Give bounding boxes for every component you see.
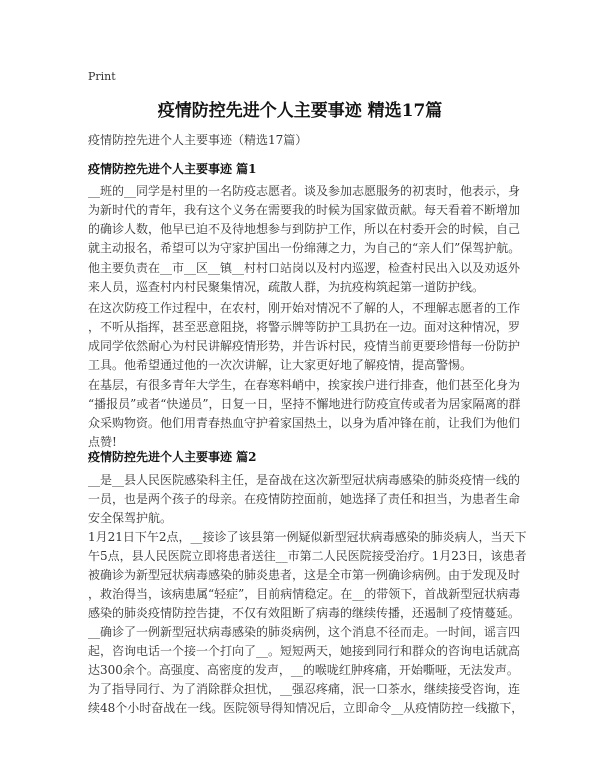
text-line: 1月21日下午2点，__接诊了该县第一例疑似新型冠状病毒感染的肺炎病人，当天下: [88, 530, 527, 544]
text-line: __确诊了一例新型冠状病毒感染的肺炎病例，这个消息不径而走。一时间，谣言四: [88, 625, 521, 639]
text-line: 感染的肺炎疫情防控告捷，不仅有效阻断了病毒的继续传播，还遏制了疫情蔓延。: [88, 606, 521, 620]
text-line: “播报员”或者“快递员”，日复一日，坚持不懈地进行防疫宣传或者为居家隔离的群: [88, 397, 521, 411]
text-line: 续48个小时奋战在一线。医院领导得知情况后，立即命令__从疫情防控一线撤下，: [88, 701, 524, 715]
paragraph: [88, 376, 521, 452]
text-line: 为新时代的青年，我有这个义务在需要我的时候为国家做贡献。每天看着不断增加: [88, 203, 521, 217]
section-heading: 疫情防控先进个人主要事迹 篇2: [88, 450, 257, 464]
text-line: 就主动报名，希望可以为守家护国出一份绵薄之力，为自己的“亲人们”保驾护航。: [88, 241, 521, 255]
text-line: 他主要负责在__市__区__镇__村村口站岗以及村内巡逻，检查村民出入以及劝返外: [88, 261, 521, 275]
text-line: 成同学依然耐心为村民讲解疫情形势，并告诉村民，疫情当前更要珍惜每一份防护: [88, 339, 521, 353]
text-line: 的确诊人数，他早已迫不及待地想参与到防护工作，所以在村委开会的时候，自己: [88, 222, 521, 236]
paragraph: [88, 471, 521, 528]
text-line: 为了指导同行、为了消除群众担忧，__强忍疼痛，泯一口茶水，继续接受咨询，连: [88, 682, 521, 696]
text-line: 被确诊为新型冠状病毒感染的肺炎患者，这是全市第一例确诊病例。由于发现及时: [88, 568, 521, 582]
print-link[interactable]: Print: [88, 70, 116, 83]
section-heading: 疫情防控先进个人主要事迹 篇1: [88, 162, 257, 176]
text-line: 一员，也是两个孩子的母亲。在疫情防控面前，她选择了责任和担当，为患者生命: [88, 492, 521, 506]
paragraph: [88, 182, 521, 258]
text-line: ，救治得当，该病患属“轻症”，目前病情稳定。在__的带领下，首战新型冠状病毒: [88, 587, 521, 601]
paragraph: [88, 299, 521, 375]
text-line: 安全保驾护航。: [88, 511, 173, 525]
document-subtitle: 疫情防控先进个人主要事迹（精选17篇）: [88, 133, 308, 147]
text-line: 工具。他希望通过他的一次次讲解，让大家更好地了解疫情，提高警惕。: [88, 358, 473, 372]
paragraph: [88, 528, 527, 623]
text-line: 来人员，巡查村内村民聚集情况，疏散人群，为抗疫构筑起第一道防护线。: [88, 280, 485, 294]
document-title: 疫情防控先进个人主要事迹 精选17篇: [157, 101, 443, 121]
text-line: 在基层，有很多青年大学生，在春寒料峭中，挨家挨户进行排查，他们甚至化身为: [88, 378, 521, 392]
paragraph: [88, 623, 524, 718]
text-line: __班的__同学是村里的一名防疫志愿者。谈及参加志愿服务的初衷时，他表示，身: [88, 184, 521, 198]
text-line: 众采购物资。他们用青春热血守护着家国热土，以身为盾冲锋在前，让我们为他们: [88, 416, 521, 430]
text-line: 午5点，县人民医院立即将患者送往__市第二人民医院接受治疗。1月23日，该患者: [88, 549, 527, 563]
text-line: 点赞!: [88, 435, 117, 449]
text-line: 达300余个。高强度、高密度的发声，__的喉咙红肿疼痛，开始嘶哑，无法发声。: [88, 663, 519, 677]
text-line: 在这次防疫工作过程中，在农村，刚开始对情况不了解的人，不理解志愿者的工作: [88, 301, 521, 315]
text-line: 起，咨询电话一个接一个打向了__。短短两天，她接到同行和群众的咨询电话就高: [88, 644, 521, 658]
text-line: __是__县人民医院感染科主任，是奋战在这次新型冠状病毒感染的肺炎疫情一线的: [88, 473, 521, 487]
paragraph: [88, 259, 521, 297]
text-line: ，不听从指挥，甚至恶意阻挠，将警示牌等防护工具扔在一边。面对这种情况，罗: [88, 320, 521, 334]
